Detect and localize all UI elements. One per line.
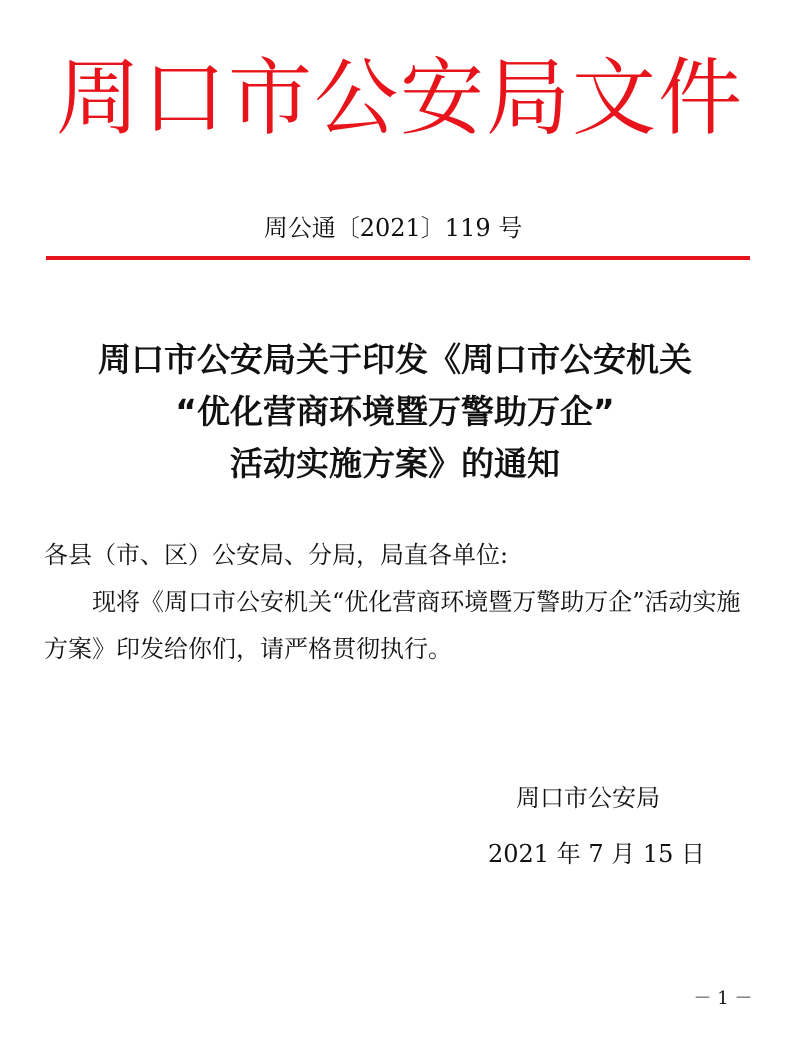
body-paragraph: 现将《周口市公安机关“优化营商环境暨万警助万企”活动实施方案》印发给你们，请严格贯彻执行。 <box>44 588 741 663</box>
notice-title-line-2: “优化营商环境暨万警助万企” <box>175 392 615 431</box>
document-number: 周公通〔2021〕119 号 <box>263 214 523 242</box>
red-divider-line <box>46 256 750 260</box>
salutation: 各县（市、区）公安局、分局，局直各单位: <box>44 541 509 569</box>
document-header-title: 周口市公安局文件 <box>55 49 744 147</box>
signing-date: 2021 年 7 月 15 日 <box>488 840 706 868</box>
notice-title-line-3: 活动实施方案》的通知 <box>230 444 560 483</box>
notice-title <box>0 334 790 490</box>
notice-title-line-1: 周口市公安局关于印发《周口市公安机关 <box>98 340 692 379</box>
signing-organization: 周口市公安局 <box>516 784 660 812</box>
page-number: － 1 － <box>693 988 753 1009</box>
notice-body <box>44 532 754 673</box>
